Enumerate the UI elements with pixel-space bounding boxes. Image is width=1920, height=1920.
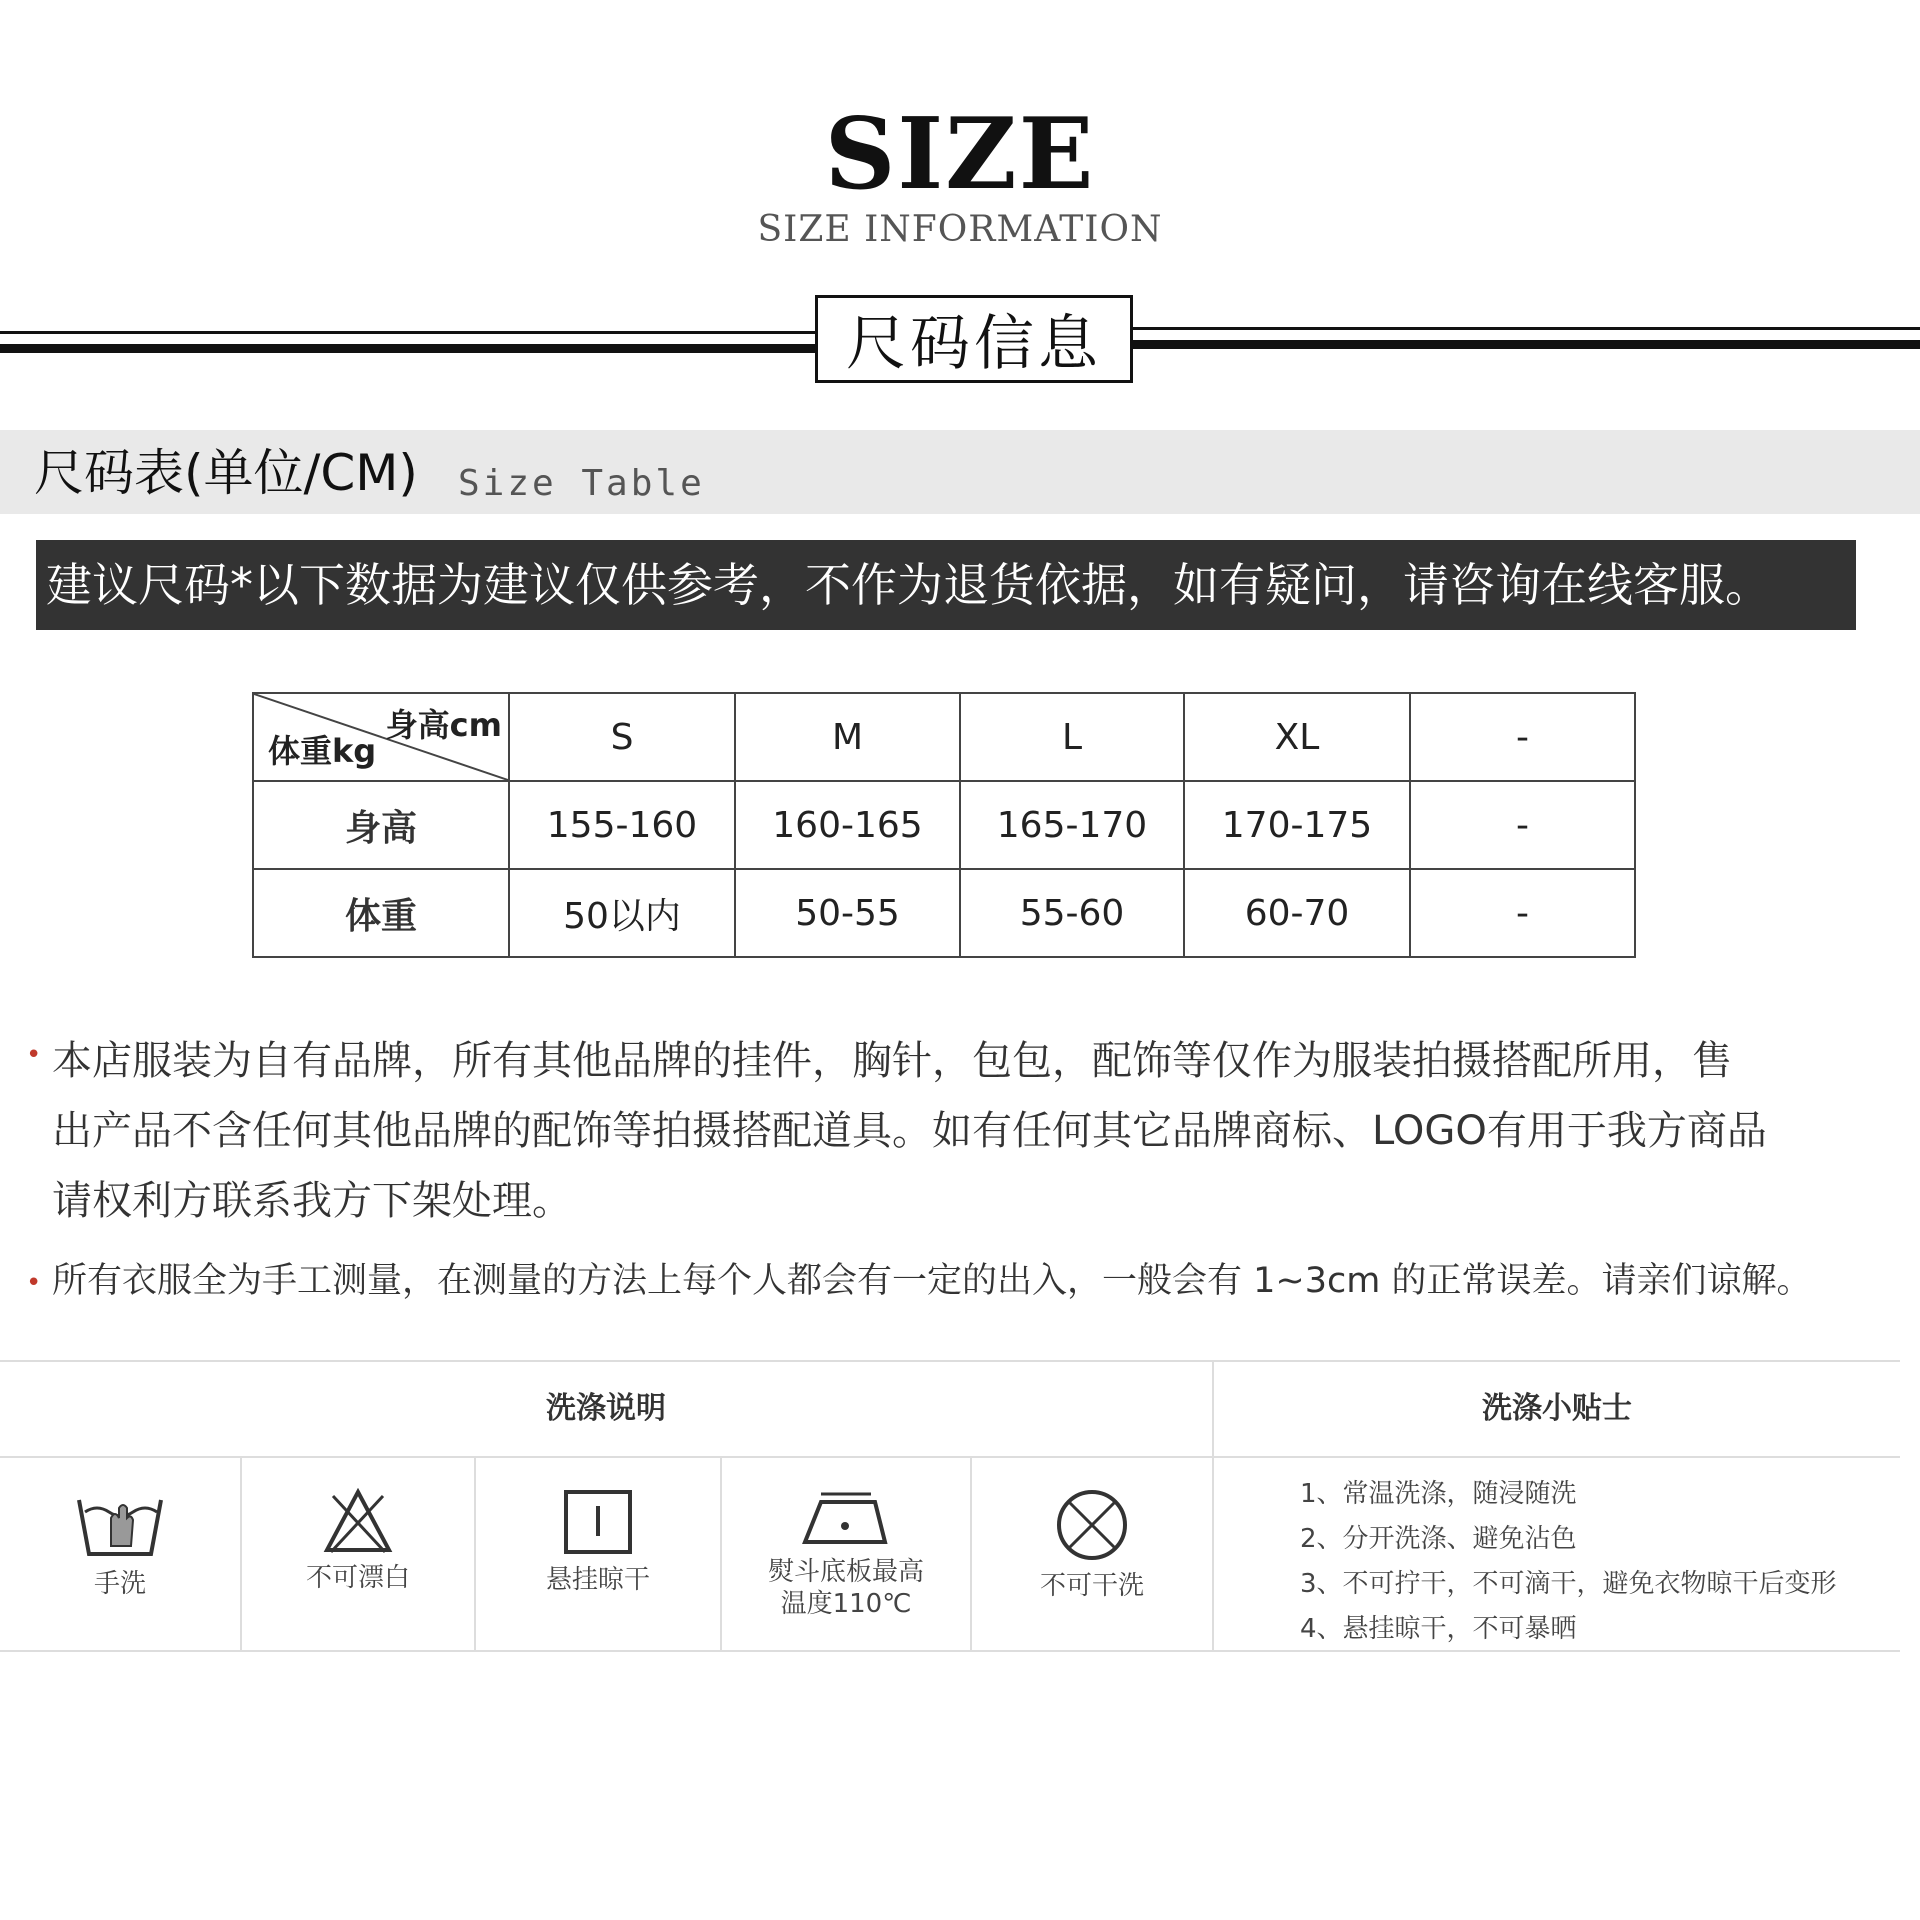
care-label: 不可漂白 <box>305 1563 410 1593</box>
washing-instructions-title: 洗涤说明 <box>546 1391 666 1426</box>
table-cell: 155-160 <box>509 781 735 869</box>
list-item: 3、不可拧干，不可滴干，避免衣物晾干后变形 <box>1300 1569 1837 1599</box>
table-cell: 55-60 <box>960 869 1184 957</box>
divider-left-thin <box>0 331 815 334</box>
table-row <box>253 781 1635 869</box>
section-label: 尺码信息 <box>815 295 1133 383</box>
divider-left-thick <box>0 344 815 353</box>
care-item <box>0 1458 240 1648</box>
care-item <box>972 1458 1212 1648</box>
table-cell: - <box>1410 781 1635 869</box>
washing-panel <box>0 1360 1900 1652</box>
note-line: 请权利方联系我方下架处理。 <box>52 1178 572 1224</box>
iron-icon <box>801 1488 891 1548</box>
table-cell: 160-165 <box>735 781 960 869</box>
notice-banner: 建议尺码*以下数据为建议仅供参考，不作为退货依据，如有疑问，请咨询在线客服。 <box>36 540 1856 630</box>
no-dry-clean-icon <box>1055 1488 1129 1562</box>
list-item: 4、悬挂晾干，不可暴晒 <box>1300 1614 1577 1644</box>
note-bullet-icon: • <box>26 1040 42 1070</box>
care-item <box>722 1458 970 1648</box>
list-item: 1、常温洗涤，随浸随洗 <box>1300 1479 1577 1509</box>
washing-tips-title: 洗涤小贴士 <box>1482 1391 1632 1426</box>
table-row <box>253 869 1635 957</box>
size-table-subtitle: Size Table <box>458 463 705 504</box>
brand-disclaimer <box>52 1026 1882 1236</box>
panel-divider <box>1212 1362 1214 1650</box>
note-bullet-icon: • <box>26 1268 42 1298</box>
corner-weight-label: 体重kg <box>268 732 377 770</box>
size-header-cell: S <box>509 693 735 781</box>
care-item <box>476 1458 720 1648</box>
care-label: 悬挂晾干 <box>545 1565 650 1595</box>
divider-right-thick <box>1133 340 1920 349</box>
table-cell: 50-55 <box>735 869 960 957</box>
care-label: 温度110℃ <box>780 1589 912 1619</box>
hand-wash-icon <box>75 1488 165 1560</box>
table-cell: 170-175 <box>1184 781 1410 869</box>
table-cell: 60-70 <box>1184 869 1410 957</box>
note-line: 出产品不含任何其他品牌的配饰等拍摄搭配道具。如有任何其它品牌商标、LOGO有用于我方商品 <box>52 1108 1767 1154</box>
size-header-cell: M <box>735 693 960 781</box>
note-line: 本店服装为自有品牌，所有其他品牌的挂件，胸针，包包，配饰等仅作为服装拍摄搭配所用，售 <box>52 1038 1732 1084</box>
row-label-height: 身高 <box>253 781 509 869</box>
size-header-cell: XL <box>1184 693 1410 781</box>
care-item <box>242 1458 474 1648</box>
size-table-title: 尺码表(单位/CM) <box>34 444 418 502</box>
size-header-cell: L <box>960 693 1184 781</box>
corner-cell <box>253 693 509 781</box>
care-label: 不可干洗 <box>1039 1571 1144 1601</box>
page-subtitle: SIZE INFORMATION <box>757 209 1163 250</box>
no-bleach-icon <box>323 1488 393 1554</box>
line-dry-icon <box>562 1488 634 1556</box>
row-label-weight: 体重 <box>253 869 509 957</box>
washing-tips-list <box>1300 1472 1837 1652</box>
table-cell: 50以内 <box>509 869 735 957</box>
size-chart <box>252 692 1636 958</box>
size-header-cell: - <box>1410 693 1635 781</box>
list-item: 2、分开洗涤、避免沾色 <box>1300 1524 1577 1554</box>
table-cell: - <box>1410 869 1635 957</box>
page-title: SIZE <box>824 97 1096 212</box>
care-label: 手洗 <box>93 1569 146 1599</box>
divider-right-thin <box>1133 327 1920 330</box>
measurement-note: 所有衣服全为手工测量，在测量的方法上每个人都会有一定的出入，一般会有 1~3cm 的正常误差。请亲们谅解。 <box>52 1261 1812 1301</box>
table-cell: 165-170 <box>960 781 1184 869</box>
size-header-row <box>253 693 1635 781</box>
care-label: 熨斗底板最高 <box>767 1557 924 1587</box>
corner-height-label: 身高cm <box>385 706 502 744</box>
